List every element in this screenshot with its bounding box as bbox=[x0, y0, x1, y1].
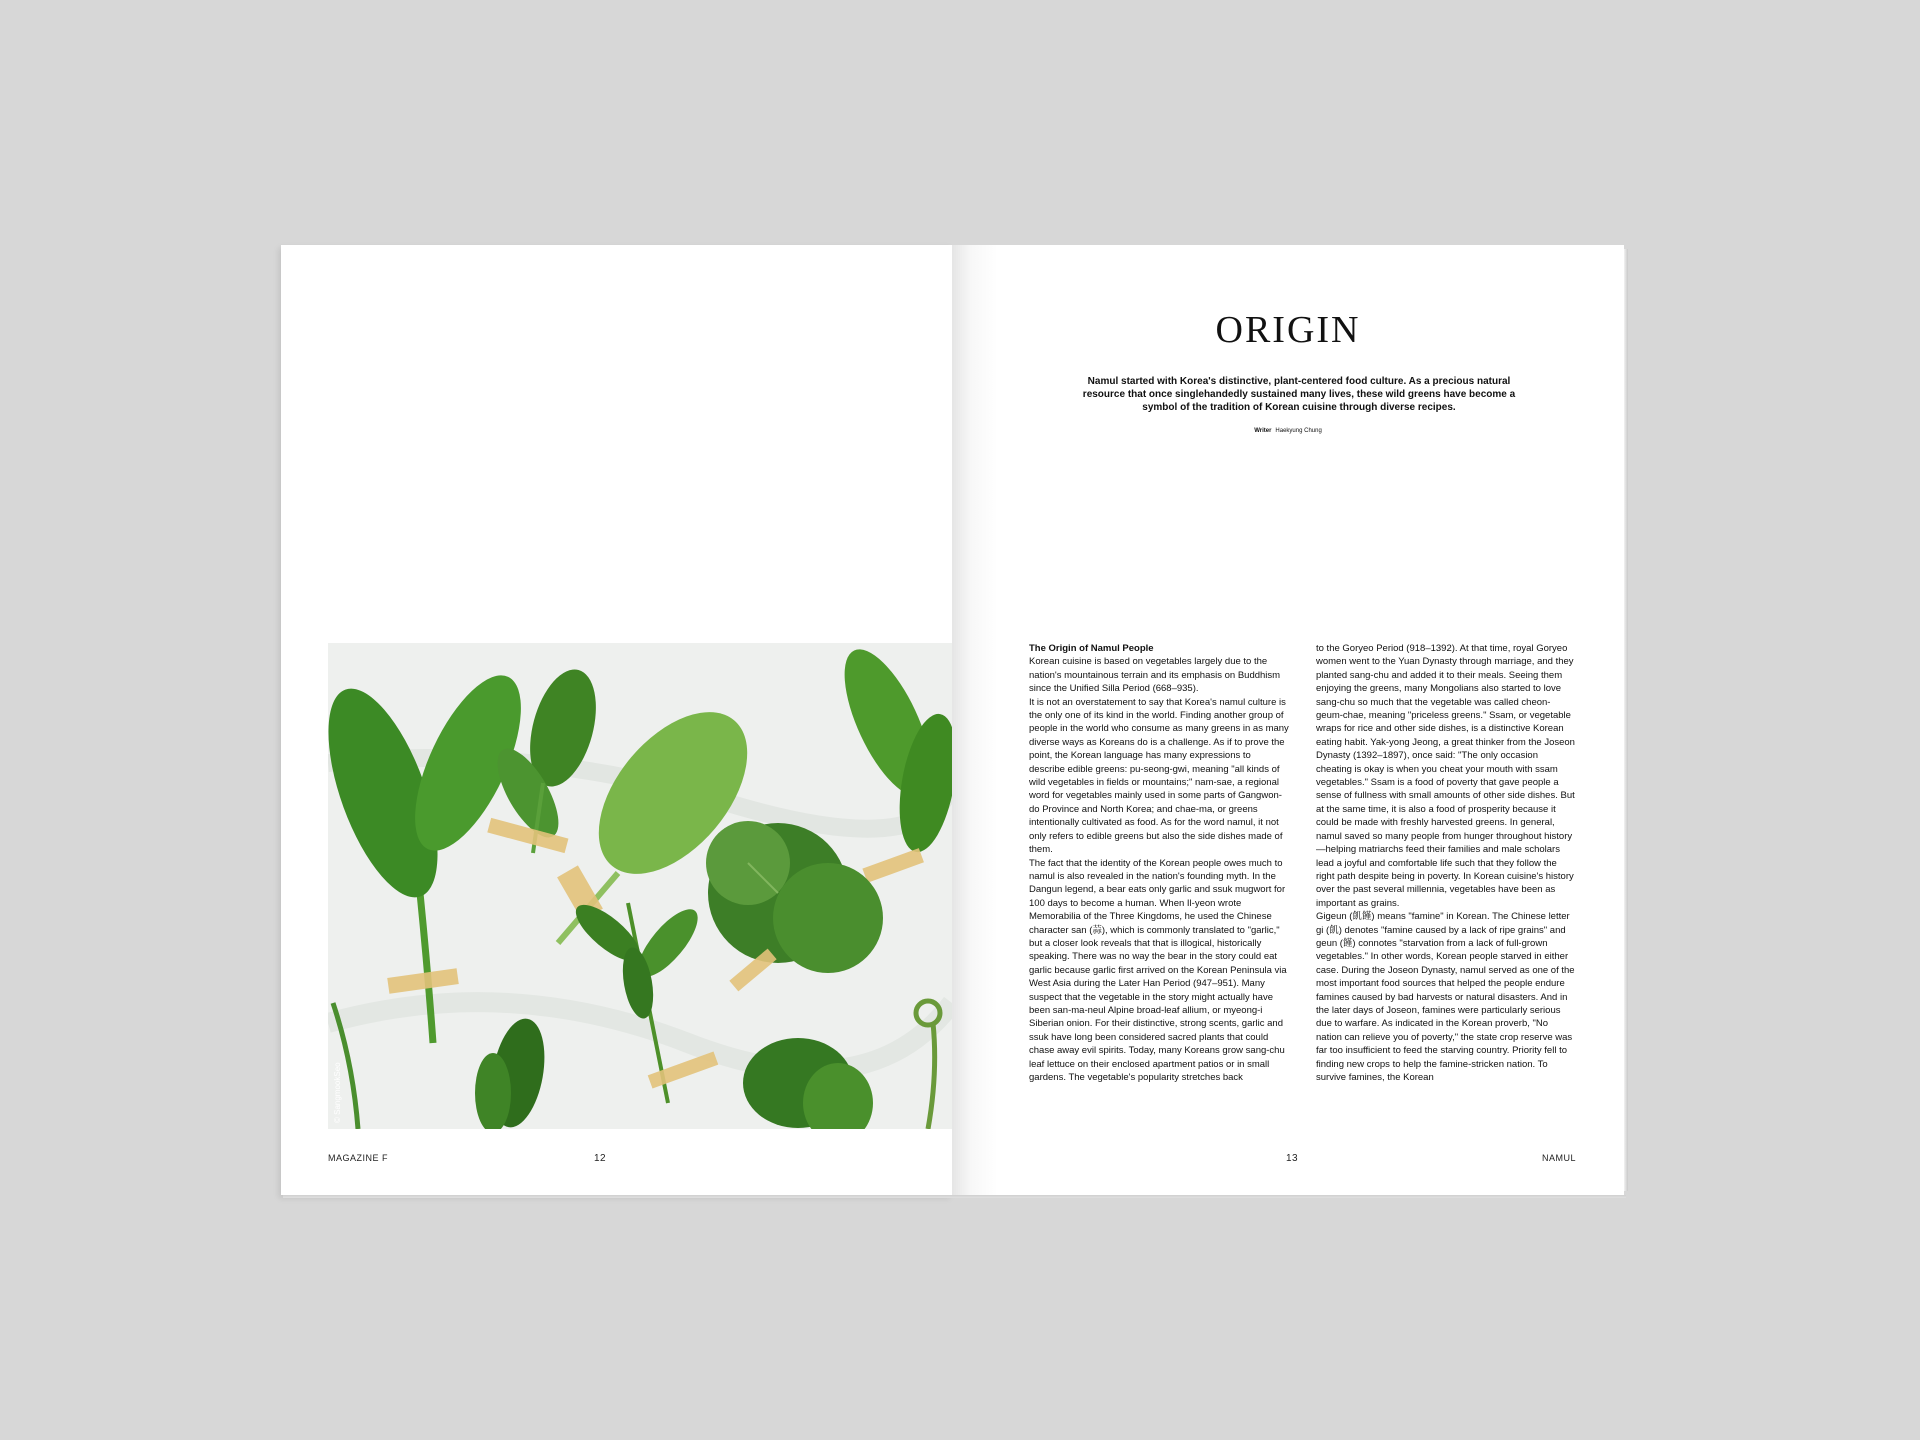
bottom-edge bbox=[283, 1195, 1626, 1198]
article-lead: Namul started with Korea's distinctive, plant-centered food culture. As a precious natural resource that once singlehandedly sustained many lives, these wild greens have become a symbol of the tradition of Korean cuisine through diverse recipes. bbox=[1082, 376, 1516, 413]
text-column-1 bbox=[1029, 642, 1289, 1084]
magazine-spread bbox=[281, 245, 1626, 1195]
greens-photo bbox=[328, 643, 952, 1129]
paragraph: It is not an overstatement to say that Korea's namul culture is the only one of its kind in the world. Finding another group of people in the world who consume as many greens in as many diverse ways as Koreans do is a challenge. As if to prove the point, the Korean language has many expressions to describe edible greens: pu-seong-gwi, meaning "all kinds of wild vegetables in fields or mountains;" nam-sae, a regional word for vegetables mainly used in some parts of Gangwon-do Province and North Korea; and chae-ma, or greens intentionally cultivated as food. As for the word namul, it not only refers to edible greens but also the side dishes made of them. bbox=[1029, 696, 1289, 856]
byline bbox=[952, 428, 1624, 434]
paragraph: Korean cuisine is based on vegetables largely due to the nation's mountainous terrain and its emphasis on Buddhism since the Unified Silla Period (668–935). bbox=[1029, 656, 1281, 695]
article-title: ORIGIN bbox=[1215, 309, 1361, 351]
greens-illustration bbox=[328, 643, 952, 1129]
paragraph: The fact that the identity of the Korean people owes much to namul is also revealed in the nation's founding myth. In the Dangun legend, a bear eats only garlic and ssuk mugwort for 100 days to become a human. When Il-yeon wrote Memorabilia of the Three Kingdoms, he used the Chinese character san (蒜), which is commonly translated to "garlic," but a closer look reveals that that is illogical, historically speaking. There was no way the bear in the story could eat garlic because garlic first arrived on the Korean Peninsula via West Asia during the Later Han Period (947–951). Many suspect that the vegetable in the story might actually have been san-ma-neul Alpine broad-leaf allium, or myeong-i Siberian onion. For their distinctive, strong scents, garlic and ssuk have long been considered sacred plants that could chase away evil spirits. Today, many Koreans grow sang-chu leaf lettuce on their enclosed apartment patios or in small gardens. The vegetable's popularity stretches back bbox=[1029, 857, 1287, 1083]
text-column-2 bbox=[1316, 642, 1576, 1084]
magazine-label: MAGAZINE F bbox=[328, 1153, 389, 1163]
byline-name: Haekyung Chung bbox=[1275, 428, 1322, 434]
gutter-shadow bbox=[952, 245, 998, 1195]
page-number-right: 13 bbox=[1286, 1153, 1299, 1164]
subheading: The Origin of Namul People bbox=[1029, 643, 1154, 654]
photo-credit: © SangmookSeo bbox=[333, 1062, 342, 1123]
page-number-left: 12 bbox=[594, 1153, 607, 1164]
right-page bbox=[952, 245, 1624, 1195]
paragraph: to the Goryeo Period (918–1392). At that time, royal Goryeo women went to the Yuan Dynasty through marriage, and they planted sang-chu and added it to their meals. Seeing them enjoying the greens, many Mongolians also started to love sang-chu so much that the vegetable was called cheon-geum-chae, meaning "priceless greens." Ssam, or vegetable wraps for rice and other side dishes, is a distinctive Korean eating habit. Yak-yong Jeong, a great thinker from the Joseon Dynasty (1392–1897), once said: "The only occasion cheating is okay is when you cheat your mouth with ssam vegetables." Ssam is a food of poverty that gave people a sense of fullness with small amounts of other side dishes. But at the same time, it is also a food of prosperity because it could be made with freshly harvested greens. In general, namul saved so many people from hunger throughout history—helping matriarchs feed their families and male scholars lead a joyful and comfortable life such that they follow the right path despite being in poverty. In Korean cuisine's history over the past several millennia, vegetables have been as important as grains. bbox=[1316, 643, 1575, 909]
section-label: NAMUL bbox=[1541, 1153, 1576, 1163]
left-page bbox=[281, 245, 952, 1195]
paragraph: Gigeun (飢饉) means "famine" in Korean. The Chinese letter gi (飢) denotes "famine caused by a lack of ripe grains" and geun (饉) connotes "starvation from a lack of full-grown vegetables." In other words, Korean people starved in either case. During the Joseon Dynasty, namul served as one of the most important food sources that helped the people endure famines caused by bad harvests or natural disasters. And in the later days of Joseon, famines were particularly serious due to warfare. As indicated in the Korean proverb, "No nation can relieve you of poverty," the state crop reserve was far too insufficient to feed the starving country. Priority fell to finding new crops to help the famine-stricken nation. To survive famines, the Korean bbox=[1316, 911, 1575, 1083]
page-edges bbox=[1624, 249, 1628, 1191]
byline-label: Writer bbox=[1254, 428, 1272, 434]
